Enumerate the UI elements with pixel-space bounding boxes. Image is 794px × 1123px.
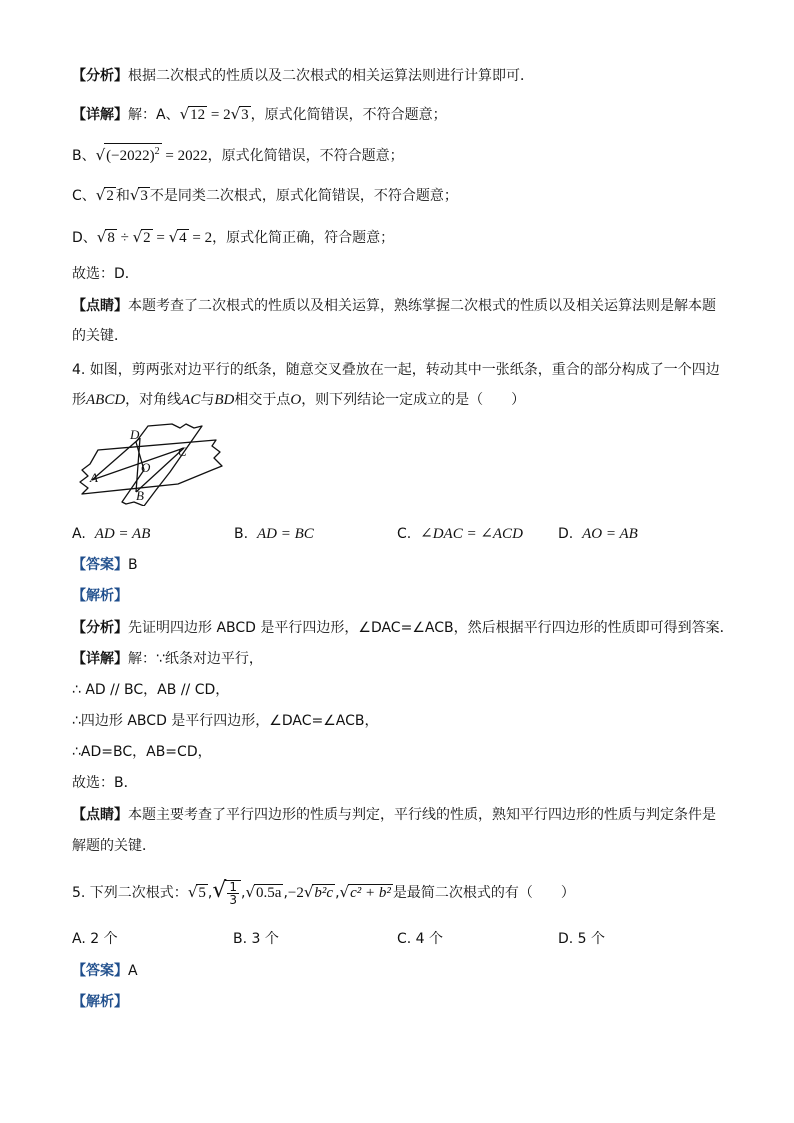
radicand: 12 (190, 107, 206, 123)
radicand: 4 (179, 230, 187, 246)
radicand: 5 (198, 885, 206, 901)
note-line-1 (72, 296, 716, 316)
option-letter: B. (234, 526, 249, 542)
analysis-heading: 【解析】 (72, 994, 128, 1010)
label-b: B (136, 488, 144, 503)
operator: ÷ (116, 230, 133, 246)
q4-stem-part: ，则下列结论一定成立的是（ ） (301, 392, 526, 408)
q4-note-line-2 (72, 836, 156, 856)
radicand (104, 143, 161, 164)
q4-math: BD (214, 392, 235, 408)
q5-stem: 5. 下列二次根式：√5 ,√ $\frac{1}{3}$ ,√0.5a ,−2√b²c ,√c² + b² 是最简二次根式的有（ ） (72, 878, 575, 907)
equals-text: = 2022 (161, 148, 208, 164)
radicand: 2 (106, 188, 114, 204)
detail-text: 解：∵纸条对边平行， (128, 651, 263, 667)
answer-value: B (128, 557, 138, 573)
denominator: 3 (229, 893, 237, 907)
q4-math: AC (181, 392, 201, 408)
coefficient: −2 (287, 885, 304, 901)
fenxi-text: 先证明四边形 ABCD 是平行四边形，∠DAC=∠ACB，然后根据平行四边形的性质即可得到答案． (128, 620, 734, 636)
option-letter: A. (72, 526, 86, 542)
option-letter: D. (558, 526, 574, 542)
radicand: c² + b² (350, 885, 391, 901)
q5-answer-line (72, 961, 138, 981)
detail-tag: 【详解】 (72, 651, 128, 667)
note-text-cont: 的关键． (72, 328, 128, 344)
q4-stem: 4. 如图，剪两张对边平行的纸条，随意交叉叠放在一起，转动其中一张纸条，重合的部分构成了一个四边 (72, 362, 720, 378)
q4-stem-part: 形 (72, 392, 86, 408)
note-text: 本题考查了二次根式的性质以及相关运算，熟练掌握二次根式的性质以及相关运算法则是解本题 (128, 298, 716, 314)
sqrt-icon: √ (303, 883, 314, 901)
fenxi-tag: 【分析】 (72, 620, 128, 636)
option-prefix: C、 (72, 188, 96, 204)
detail-text: ∴四边形 ABCD 是平行四边形，∠DAC=∠ACB， (72, 713, 379, 729)
q4-detail-line-1 (72, 649, 263, 669)
equals-text: = 2 (207, 107, 231, 123)
q4-stem-part: ，对角线 (125, 392, 182, 408)
analysis-line (72, 66, 534, 86)
detail-prefix: 解：A、 (128, 107, 180, 123)
sqrt-icon: √ (96, 228, 107, 246)
radicand: 3 (140, 188, 148, 204)
option-letter: C. (397, 526, 412, 542)
detail-line-a (72, 104, 447, 125)
note-text: 本题主要考查了平行四边形的性质与判定，平行线的性质，熟知平行四边形的性质与判定条件是 (128, 807, 716, 823)
option-expr: AO = AB (582, 526, 638, 542)
note-tag: 【点睛】 (72, 807, 128, 823)
radicand: b²c (314, 885, 334, 901)
sqrt-icon: √ (187, 883, 198, 901)
detail-suffix: 不是同类二次根式，原式化简错误，不符合题意； (149, 188, 458, 204)
analysis-text: 根据二次根式的性质以及二次根式的相关运算法则进行计算即可． (128, 68, 534, 84)
numerator: 1 (229, 880, 237, 894)
choice-text: 故选：D． (72, 266, 139, 282)
q4-stem-part: 与 (200, 392, 215, 408)
q4-math: ABCD (86, 392, 126, 408)
option-expr: AD = BC (256, 526, 314, 542)
detail-suffix: ，原式化简错误，不符合题意； (207, 148, 404, 164)
q4-stem-line-2 (72, 390, 525, 410)
option-expr: AD = AB (94, 526, 151, 542)
sqrt-icon: √ (168, 228, 179, 246)
q5-stem-text: 5. 下列二次根式： (72, 885, 188, 901)
detail-line-c (72, 185, 458, 206)
label-d: D (130, 427, 140, 442)
equals-text: = 2 (188, 230, 213, 246)
radicand: 8 (107, 230, 115, 246)
note-line-2 (72, 326, 128, 346)
radicand: 2 (143, 230, 151, 246)
option-expr: ∠DAC = ∠ACD (420, 526, 523, 542)
q4-stem-line-1 (72, 360, 720, 380)
connector-text: 和 (115, 188, 130, 204)
q4-note-line-1 (72, 805, 716, 825)
fraction (225, 880, 241, 906)
sqrt-icon: √ (95, 146, 106, 164)
q5-option-c[interactable]: C. 4 个 (397, 931, 444, 947)
sqrt-icon: √ (245, 883, 256, 901)
radicand: 0.5a (256, 885, 282, 901)
choose-text: 故选：B． (72, 775, 138, 791)
q4-option-a[interactable] (72, 524, 150, 544)
label-c: C (178, 444, 187, 459)
detail-suffix: ，原式化简错误，不符合题意； (250, 107, 447, 123)
answer-value: A (128, 963, 138, 979)
note-text-cont: 解题的关键． (72, 838, 156, 854)
equals-text: = (152, 230, 169, 246)
sqrt-icon: √ (132, 228, 143, 246)
exponent: 2 (154, 146, 160, 157)
analysis-tag: 【分析】 (72, 68, 128, 84)
q4-analysis-line (72, 586, 128, 606)
q5-option-a[interactable]: A. 2 个 (72, 931, 118, 947)
q4-fenxi-line (72, 618, 734, 638)
q4-math: O (290, 392, 302, 408)
q4-choose-line (72, 773, 138, 793)
option-prefix: B、 (72, 148, 96, 164)
sqrt-icon: √ (230, 105, 241, 123)
label-a: A (90, 470, 98, 485)
detail-text: ∴ AD // BC，AB // CD， (72, 682, 230, 698)
detail-suffix: ，原式化简正确，符合题意； (212, 230, 395, 246)
note-tag: 【点睛】 (72, 298, 128, 314)
option-prefix: D、 (72, 230, 97, 246)
answer-tag: 【答案】 (72, 557, 128, 573)
sqrt-icon: √ (179, 105, 190, 123)
detail-line-d (72, 227, 394, 248)
sqrt-icon: √ (95, 186, 106, 204)
radicand-base: (−2022) (106, 148, 155, 164)
q5-option-b[interactable]: B. 3 个 (233, 931, 279, 947)
detail-line-b (72, 143, 404, 166)
answer-tag: 【答案】 (72, 963, 128, 979)
choice-line (72, 264, 139, 284)
q5-option-d[interactable]: D. 5 个 (558, 931, 606, 947)
q4-option-b[interactable] (234, 524, 314, 544)
q4-detail-line-4 (72, 742, 212, 762)
q4-option-c[interactable] (397, 524, 523, 544)
detail-tag: 【详解】 (72, 107, 128, 123)
radicand: 3 (241, 107, 249, 123)
q4-detail-line-3 (72, 711, 378, 731)
q5-stem-text: 是最简二次根式的有（ ） (392, 885, 575, 901)
q4-option-d[interactable] (558, 524, 638, 544)
analysis-heading: 【解析】 (72, 588, 128, 604)
label-o: O (141, 460, 151, 475)
q4-stem-part: 相交于点 (234, 392, 291, 408)
paper-strips-figure (74, 422, 224, 506)
sqrt-icon: √ (339, 883, 350, 901)
sqrt-icon: √ (212, 878, 227, 903)
q4-answer-line (72, 555, 138, 575)
q4-detail-line-2 (72, 680, 229, 700)
sqrt-icon: √ (129, 186, 140, 204)
detail-text: ∴AD=BC，AB=CD， (72, 744, 212, 760)
q5-analysis-line (72, 992, 128, 1012)
